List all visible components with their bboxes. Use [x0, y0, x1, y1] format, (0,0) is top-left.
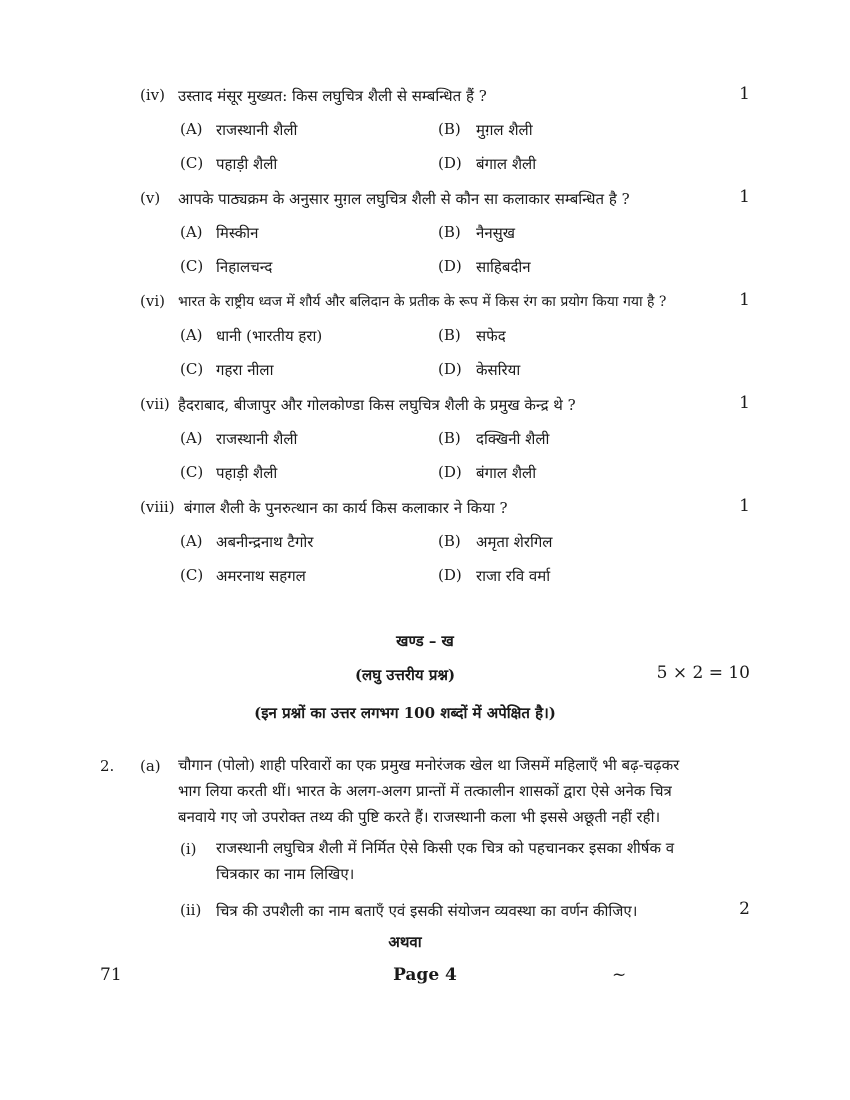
- question-part: (a): [140, 757, 161, 775]
- paragraph-line: बनवाये गए जो उपरोक्त तथ्य की पुष्टि करते हैं। राजस्थानी कला भी इससे अछूती नहीं रही।: [178, 808, 661, 826]
- subquestion-marks: 2: [739, 899, 750, 919]
- question-marks: 1: [739, 393, 750, 413]
- question-number: (vii): [140, 395, 170, 413]
- option-label: (C): [180, 566, 204, 584]
- subquestion-number: (i): [180, 840, 197, 858]
- athva-label: अथवा: [388, 933, 422, 951]
- option-text: बंगाल शैली: [476, 155, 537, 173]
- option-text: राजा रवि वर्मा: [476, 567, 551, 585]
- question-text: हैदराबाद, बीजापुर और गोलकोण्डा किस लघुचित्र शैली के प्रमुख केन्द्र थे ?: [178, 396, 576, 414]
- option-text: गहरा नीला: [216, 361, 274, 379]
- option-text: दक्खिनी शैली: [476, 430, 550, 448]
- question-text: भारत के राष्ट्रीय ध्वज में शौर्य और बलिदान के प्रतीक के रूप में किस रंग का प्रयोग किया गया है ?: [178, 294, 667, 310]
- section-subtitle: (लघु उत्तरीय प्रश्न): [354, 666, 456, 684]
- paper-code: 71: [100, 965, 122, 985]
- question-text: आपके पाठ्यक्रम के अनुसार मुग़ल लघुचित्र शैली से कौन सा कलाकार सम्बन्धित है ?: [178, 190, 630, 208]
- question-text: बंगाल शैली के पुनरुत्थान का कार्य किस कलाकार ने किया ?: [184, 499, 508, 517]
- option-label: (B): [438, 326, 461, 344]
- option-text: अबनीन्द्रनाथ टैगोर: [216, 533, 314, 551]
- option-text: निहालचन्द: [216, 258, 273, 276]
- page-number: Page 4: [393, 965, 457, 985]
- option-label: (C): [180, 463, 204, 481]
- option-text: राजस्थानी शैली: [216, 430, 298, 448]
- question-number: (vi): [140, 292, 165, 310]
- section-title: खण्ड – ख: [396, 632, 454, 650]
- option-label: (B): [438, 120, 461, 138]
- subquestion-text: [216, 838, 674, 890]
- question-number: (v): [140, 189, 161, 207]
- option-label: (C): [180, 360, 204, 378]
- question-marks: 1: [739, 187, 750, 207]
- option-label: (D): [438, 566, 462, 584]
- option-label: (C): [180, 154, 204, 172]
- option-label: (A): [180, 326, 203, 344]
- option-text: पहाड़ी शैली: [216, 464, 278, 482]
- question-marks: 1: [739, 290, 750, 310]
- option-label: (B): [438, 223, 461, 241]
- question-text: उस्ताद मंसूर मुख्यत: किस लघुचित्र शैली से सम्बन्धित हैं ?: [178, 87, 487, 105]
- option-text: अमरनाथ सहगल: [216, 567, 306, 585]
- option-label: (D): [438, 257, 462, 275]
- option-text: नैनसुख: [476, 224, 516, 242]
- option-label: (A): [180, 429, 203, 447]
- option-label: (A): [180, 532, 203, 550]
- question-number: (iv): [140, 86, 165, 104]
- subquestion-text: चित्र की उपशैली का नाम बताएँ एवं इसकी संयोजन व्यवस्था का वर्णन कीजिए।: [216, 902, 638, 920]
- option-text: मिस्कीन: [216, 224, 259, 242]
- option-label: (D): [438, 360, 462, 378]
- option-text: बंगाल शैली: [476, 464, 537, 482]
- option-text: पहाड़ी शैली: [216, 155, 278, 173]
- section-note: (इन प्रश्नों का उत्तर लगभग 100 शब्दों में अपेक्षित है।): [254, 704, 556, 722]
- option-label: (A): [180, 223, 203, 241]
- option-text: राजस्थानी शैली: [216, 121, 298, 139]
- paragraph-line: भाग लिया करती थीं। भारत के अलग-अलग प्रान्तों में तत्कालीन शासकों द्वारा ऐसे अनेक चित्र: [178, 782, 672, 800]
- option-label: (B): [438, 532, 461, 550]
- option-text: केसरिया: [476, 361, 521, 379]
- option-text: सफेद: [476, 327, 506, 345]
- option-text: अमृता शेरगिल: [476, 533, 553, 551]
- question-marks: 1: [739, 496, 750, 516]
- question-paragraph: [178, 755, 753, 833]
- question-number: 2.: [100, 757, 115, 775]
- tilde-mark: ~: [612, 965, 627, 985]
- paragraph-line: चौगान (पोलो) शाही परिवारों का एक प्रमुख मनोरंजक खेल था जिसमें महिलाएँ भी बढ़-चढ़कर: [178, 756, 680, 774]
- option-label: (A): [180, 120, 203, 138]
- section-marks: 5 × 2 = 10: [656, 663, 750, 683]
- subquestion-number: (ii): [180, 901, 202, 919]
- subquestion-line: चित्रकार का नाम लिखिए।: [216, 865, 355, 883]
- option-label: (D): [438, 154, 462, 172]
- question-marks: 1: [739, 84, 750, 104]
- option-text: धानी (भारतीय हरा): [216, 327, 323, 345]
- subquestion-line: राजस्थानी लघुचित्र शैली में निर्मित ऐसे किसी एक चित्र को पहचानकर इसका शीर्षक व: [216, 839, 675, 857]
- option-label: (D): [438, 463, 462, 481]
- option-text: साहिबदीन: [476, 258, 531, 276]
- question-number: (viii): [140, 498, 175, 516]
- option-text: मुग़ल शैली: [476, 121, 533, 139]
- option-label: (C): [180, 257, 204, 275]
- option-label: (B): [438, 429, 461, 447]
